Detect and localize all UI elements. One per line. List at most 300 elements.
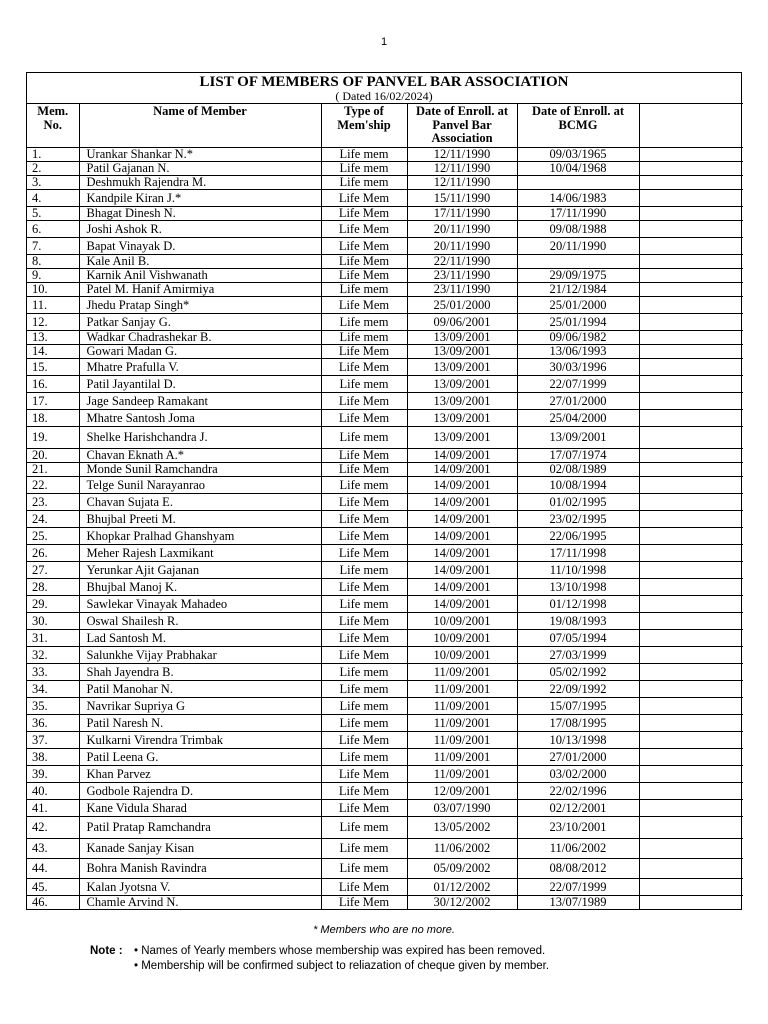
enroll-date-panvel: 14/09/2001 — [407, 448, 517, 462]
membership-type: Life Mem — [321, 296, 407, 313]
extra-cell — [639, 206, 743, 220]
membership-type: Life Mem — [321, 189, 407, 206]
member-name: Shelke Harishchandra J. — [79, 426, 321, 448]
member-number: 34. — [27, 680, 79, 697]
member-name: Chamle Arvind N. — [79, 895, 321, 909]
member-number: 22. — [27, 476, 79, 493]
enroll-date-bcmg: 22/07/1999 — [517, 375, 639, 392]
enroll-date-panvel: 14/09/2001 — [407, 527, 517, 544]
table-row — [27, 680, 743, 697]
membership-type: Life mem — [321, 748, 407, 765]
member-name: Kulkarni Virendra Trimbak — [79, 731, 321, 748]
member-name: Telge Sunil Narayanrao — [79, 476, 321, 493]
membership-type: Life Mem — [321, 629, 407, 646]
member-name: Lad Santosh M. — [79, 629, 321, 646]
member-number: 7. — [27, 237, 79, 254]
table-row — [27, 510, 743, 527]
extra-cell — [639, 680, 743, 697]
enroll-date-panvel: 20/11/1990 — [407, 220, 517, 237]
enroll-date-bcmg: 30/03/1996 — [517, 358, 639, 375]
enroll-date-bcmg: 10/04/1968 — [517, 161, 639, 175]
membership-type: Life mem — [321, 476, 407, 493]
enroll-date-panvel: 01/12/2002 — [407, 878, 517, 895]
member-name: Oswal Shailesh R. — [79, 612, 321, 629]
membership-type: Life mem — [321, 375, 407, 392]
member-number: 5. — [27, 206, 79, 220]
member-rows — [27, 147, 743, 909]
member-name: Deshmukh Rajendra M. — [79, 175, 321, 189]
table-row — [27, 838, 743, 858]
member-number: 11. — [27, 296, 79, 313]
extra-cell — [639, 765, 743, 782]
member-name: Chavan Eknath A.* — [79, 448, 321, 462]
enroll-date-panvel: 23/11/1990 — [407, 282, 517, 296]
member-name: Urankar Shankar N.* — [79, 147, 321, 161]
table-row — [27, 816, 743, 838]
member-name: Patil Gajanan N. — [79, 161, 321, 175]
enroll-date-panvel: 12/11/1990 — [407, 161, 517, 175]
enroll-date-bcmg: 29/09/1975 — [517, 268, 639, 282]
member-name: Bapat Vinayak D. — [79, 237, 321, 254]
header-type: Type of Mem'ship — [321, 104, 407, 148]
enroll-date-panvel: 12/09/2001 — [407, 782, 517, 799]
header-enroll-panvel: Date of Enroll. at Panvel Bar Association — [407, 104, 517, 148]
membership-type: Life Mem — [321, 782, 407, 799]
membership-type: Life Mem — [321, 646, 407, 663]
extra-cell — [639, 748, 743, 765]
member-name: Wadkar Chadrashekar B. — [79, 330, 321, 344]
table-row — [27, 344, 743, 358]
member-number: 20. — [27, 448, 79, 462]
table-row — [27, 206, 743, 220]
member-number: 43. — [27, 838, 79, 858]
member-list-sheet — [26, 72, 742, 910]
member-name: Kandpile Kiran J.* — [79, 189, 321, 206]
member-number: 23. — [27, 493, 79, 510]
enroll-date-bcmg: 09/08/1988 — [517, 220, 639, 237]
member-number: 27. — [27, 561, 79, 578]
enroll-date-bcmg: 13/10/1998 — [517, 578, 639, 595]
member-name: Bhujbal Manoj K. — [79, 578, 321, 595]
member-number: 6. — [27, 220, 79, 237]
enroll-date-panvel: 13/09/2001 — [407, 330, 517, 344]
table-row — [27, 858, 743, 878]
enroll-date-bcmg: 02/12/2001 — [517, 799, 639, 816]
extra-cell — [639, 493, 743, 510]
enroll-date-bcmg: 15/07/1995 — [517, 697, 639, 714]
table-row — [27, 296, 743, 313]
member-number: 35. — [27, 697, 79, 714]
enroll-date-bcmg: 21/12/1984 — [517, 282, 639, 296]
member-number: 19. — [27, 426, 79, 448]
enroll-date-panvel: 11/09/2001 — [407, 748, 517, 765]
member-number: 45. — [27, 878, 79, 895]
member-number: 18. — [27, 409, 79, 426]
member-name: Kale Anil B. — [79, 254, 321, 268]
membership-type: Life Mem — [321, 344, 407, 358]
enroll-date-panvel: 14/09/2001 — [407, 544, 517, 561]
enroll-date-panvel: 17/11/1990 — [407, 206, 517, 220]
page-number: 1 — [380, 36, 388, 48]
member-number: 13. — [27, 330, 79, 344]
enroll-date-panvel: 20/11/1990 — [407, 237, 517, 254]
member-name: Patel M. Hanif Amirmiya — [79, 282, 321, 296]
extra-cell — [639, 147, 743, 161]
membership-type: Life mem — [321, 816, 407, 838]
extra-cell — [639, 282, 743, 296]
member-number: 40. — [27, 782, 79, 799]
membership-type: Life Mem — [321, 409, 407, 426]
member-name: Sawlekar Vinayak Mahadeo — [79, 595, 321, 612]
extra-cell — [639, 527, 743, 544]
membership-type: Life Mem — [321, 493, 407, 510]
extra-cell — [639, 426, 743, 448]
enroll-date-panvel: 12/11/1990 — [407, 147, 517, 161]
membership-type: Life Mem — [321, 254, 407, 268]
membership-type: Life Mem — [321, 268, 407, 282]
enroll-date-panvel: 11/09/2001 — [407, 714, 517, 731]
enroll-date-bcmg: 09/03/1965 — [517, 147, 639, 161]
member-number: 28. — [27, 578, 79, 595]
extra-cell — [639, 237, 743, 254]
enroll-date-panvel: 10/09/2001 — [407, 612, 517, 629]
membership-type: Life mem — [321, 330, 407, 344]
enroll-date-panvel: 30/12/2002 — [407, 895, 517, 909]
membership-type: Life Mem — [321, 612, 407, 629]
extra-cell — [639, 714, 743, 731]
enroll-date-panvel: 09/06/2001 — [407, 313, 517, 330]
member-number: 32. — [27, 646, 79, 663]
member-name: Salunkhe Vijay Prabhakar — [79, 646, 321, 663]
enroll-date-bcmg: 27/01/2000 — [517, 392, 639, 409]
membership-type: Life Mem — [321, 895, 407, 909]
enroll-date-bcmg: 13/06/1993 — [517, 344, 639, 358]
extra-cell — [639, 358, 743, 375]
enroll-date-bcmg: 17/07/1974 — [517, 448, 639, 462]
enroll-date-bcmg — [517, 254, 639, 268]
member-name: Patil Jayantilal D. — [79, 375, 321, 392]
membership-type: Life mem — [321, 663, 407, 680]
member-number: 37. — [27, 731, 79, 748]
enroll-date-bcmg: 20/11/1990 — [517, 237, 639, 254]
header-enroll-bcmg: Date of Enroll. at BCMG — [517, 104, 639, 148]
member-name: Godbole Rajendra D. — [79, 782, 321, 799]
table-row — [27, 448, 743, 462]
member-number: 26. — [27, 544, 79, 561]
enroll-date-panvel: 23/11/1990 — [407, 268, 517, 282]
member-number: 12. — [27, 313, 79, 330]
membership-type: Life mem — [321, 426, 407, 448]
membership-type: Life mem — [321, 714, 407, 731]
member-number: 1. — [27, 147, 79, 161]
extra-cell — [639, 799, 743, 816]
enroll-date-bcmg: 25/01/2000 — [517, 296, 639, 313]
member-number: 3. — [27, 175, 79, 189]
enroll-date-bcmg: 01/02/1995 — [517, 493, 639, 510]
table-row — [27, 578, 743, 595]
table-row — [27, 895, 743, 909]
membership-type: Life mem — [321, 161, 407, 175]
enroll-date-bcmg: 17/08/1995 — [517, 714, 639, 731]
enroll-date-bcmg: 23/02/1995 — [517, 510, 639, 527]
table-row — [27, 254, 743, 268]
enroll-date-bcmg: 19/08/1993 — [517, 612, 639, 629]
table-row — [27, 237, 743, 254]
table-row — [27, 313, 743, 330]
extra-cell — [639, 476, 743, 493]
member-name: Kalan Jyotsna V. — [79, 878, 321, 895]
extra-cell — [639, 254, 743, 268]
membership-type: Life Mem — [321, 510, 407, 527]
table-row — [27, 358, 743, 375]
enroll-date-panvel: 10/09/2001 — [407, 629, 517, 646]
member-number: 44. — [27, 858, 79, 878]
membership-type: Life mem — [321, 595, 407, 612]
table-row — [27, 147, 743, 161]
member-number: 24. — [27, 510, 79, 527]
table-row — [27, 426, 743, 448]
extra-cell — [639, 816, 743, 838]
table-row — [27, 527, 743, 544]
member-number: 4. — [27, 189, 79, 206]
header-mem-no: Mem. No. — [27, 104, 79, 148]
extra-cell — [639, 161, 743, 175]
enroll-date-panvel: 14/09/2001 — [407, 595, 517, 612]
enroll-date-bcmg: 14/06/1983 — [517, 189, 639, 206]
enroll-date-panvel: 12/11/1990 — [407, 175, 517, 189]
member-name: Patil Naresh N. — [79, 714, 321, 731]
enroll-date-bcmg: 03/02/2000 — [517, 765, 639, 782]
member-name: Chavan Sujata E. — [79, 493, 321, 510]
membership-type: Life mem — [321, 697, 407, 714]
table-row — [27, 799, 743, 816]
member-name: Yerunkar Ajit Gajanan — [79, 561, 321, 578]
extra-cell — [639, 578, 743, 595]
enroll-date-bcmg: 11/10/1998 — [517, 561, 639, 578]
table-row — [27, 189, 743, 206]
extra-cell — [639, 544, 743, 561]
membership-type: Life Mem — [321, 206, 407, 220]
enroll-date-bcmg: 17/11/1990 — [517, 206, 639, 220]
member-number: 10. — [27, 282, 79, 296]
member-name: Patil Leena G. — [79, 748, 321, 765]
member-number: 21. — [27, 462, 79, 476]
table-row — [27, 476, 743, 493]
enroll-date-bcmg: 23/10/2001 — [517, 816, 639, 838]
table-row — [27, 493, 743, 510]
enroll-date-panvel: 11/09/2001 — [407, 697, 517, 714]
table-row — [27, 330, 743, 344]
extra-cell — [639, 731, 743, 748]
member-name: Khan Parvez — [79, 765, 321, 782]
enroll-date-bcmg: 10/13/1998 — [517, 731, 639, 748]
table-row — [27, 392, 743, 409]
member-number: 14. — [27, 344, 79, 358]
table-row — [27, 878, 743, 895]
enroll-date-panvel: 13/09/2001 — [407, 426, 517, 448]
member-number: 9. — [27, 268, 79, 282]
member-number: 29. — [27, 595, 79, 612]
extra-cell — [639, 409, 743, 426]
membership-type: Life Mem — [321, 578, 407, 595]
enroll-date-panvel: 13/09/2001 — [407, 409, 517, 426]
enroll-date-panvel: 15/11/1990 — [407, 189, 517, 206]
table-row — [27, 697, 743, 714]
enroll-date-panvel: 03/07/1990 — [407, 799, 517, 816]
enroll-date-bcmg: 13/07/1989 — [517, 895, 639, 909]
member-name: Karnik Anil Vishwanath — [79, 268, 321, 282]
enroll-date-panvel: 14/09/2001 — [407, 476, 517, 493]
enroll-date-panvel: 11/09/2001 — [407, 765, 517, 782]
member-table — [27, 103, 743, 909]
member-number: 30. — [27, 612, 79, 629]
member-name: Joshi Ashok R. — [79, 220, 321, 237]
membership-type: Life Mem — [321, 731, 407, 748]
member-number: 42. — [27, 816, 79, 838]
enroll-date-panvel: 14/09/2001 — [407, 561, 517, 578]
extra-cell — [639, 220, 743, 237]
enroll-date-panvel: 14/09/2001 — [407, 510, 517, 527]
membership-type: Life Mem — [321, 544, 407, 561]
enroll-date-bcmg: 02/08/1989 — [517, 462, 639, 476]
table-row — [27, 220, 743, 237]
extra-cell — [639, 448, 743, 462]
member-number: 25. — [27, 527, 79, 544]
enroll-date-panvel: 11/09/2001 — [407, 731, 517, 748]
extra-cell — [639, 858, 743, 878]
enroll-date-bcmg: 07/05/1994 — [517, 629, 639, 646]
note-label: Note : — [90, 945, 123, 957]
member-number: 36. — [27, 714, 79, 731]
enroll-date-bcmg: 27/01/2000 — [517, 748, 639, 765]
extra-cell — [639, 878, 743, 895]
table-row — [27, 782, 743, 799]
extra-cell — [639, 330, 743, 344]
note-item: • Names of Yearly members whose membership was expired has been removed. — [134, 945, 546, 957]
table-row — [27, 765, 743, 782]
enroll-date-panvel: 10/09/2001 — [407, 646, 517, 663]
enroll-date-bcmg: 27/03/1999 — [517, 646, 639, 663]
member-name: Khopkar Pralhad Ghanshyam — [79, 527, 321, 544]
enroll-date-bcmg: 17/11/1998 — [517, 544, 639, 561]
member-number: 41. — [27, 799, 79, 816]
enroll-date-bcmg: 22/09/1992 — [517, 680, 639, 697]
membership-type: Life Mem — [321, 527, 407, 544]
table-row — [27, 595, 743, 612]
extra-cell — [639, 510, 743, 527]
member-name: Monde Sunil Ramchandra — [79, 462, 321, 476]
document-date: ( Dated 16/02/2024) — [335, 89, 433, 103]
member-name: Patil Manohar N. — [79, 680, 321, 697]
membership-type: Life Mem — [321, 358, 407, 375]
enroll-date-panvel: 13/09/2001 — [407, 392, 517, 409]
member-number: 39. — [27, 765, 79, 782]
enroll-date-bcmg — [517, 175, 639, 189]
enroll-date-bcmg: 08/08/2012 — [517, 858, 639, 878]
enroll-date-bcmg: 25/04/2000 — [517, 409, 639, 426]
table-row — [27, 629, 743, 646]
membership-type: Life Mem — [321, 220, 407, 237]
enroll-date-bcmg: 13/09/2001 — [517, 426, 639, 448]
enroll-date-panvel: 25/01/2000 — [407, 296, 517, 313]
extra-cell — [639, 296, 743, 313]
extra-cell — [639, 189, 743, 206]
table-row — [27, 731, 743, 748]
member-name: Bhujbal Preeti M. — [79, 510, 321, 527]
table-row — [27, 561, 743, 578]
deceased-note: * Members who are no more. — [313, 924, 455, 936]
table-row — [27, 646, 743, 663]
enroll-date-panvel: 11/06/2002 — [407, 838, 517, 858]
enroll-date-bcmg: 09/06/1982 — [517, 330, 639, 344]
enroll-date-panvel: 13/09/2001 — [407, 344, 517, 358]
extra-cell — [639, 268, 743, 282]
extra-cell — [639, 646, 743, 663]
table-header-row — [27, 104, 743, 148]
extra-cell — [639, 561, 743, 578]
extra-cell — [639, 782, 743, 799]
enroll-date-bcmg: 22/02/1996 — [517, 782, 639, 799]
table-row — [27, 409, 743, 426]
enroll-date-panvel: 14/09/2001 — [407, 462, 517, 476]
member-name: Mhatre Santosh Joma — [79, 409, 321, 426]
extra-cell — [639, 313, 743, 330]
membership-type: Life mem — [321, 838, 407, 858]
table-row — [27, 748, 743, 765]
enroll-date-bcmg: 01/12/1998 — [517, 595, 639, 612]
membership-type: Life Mem — [321, 392, 407, 409]
extra-cell — [639, 612, 743, 629]
enroll-date-panvel: 14/09/2001 — [407, 493, 517, 510]
membership-type: Life mem — [321, 282, 407, 296]
member-number: 8. — [27, 254, 79, 268]
membership-type: Life Mem — [321, 237, 407, 254]
enroll-date-panvel: 05/09/2002 — [407, 858, 517, 878]
membership-type: Life Mem — [321, 878, 407, 895]
table-row — [27, 663, 743, 680]
member-number: 31. — [27, 629, 79, 646]
member-name: Meher Rajesh Laxmikant — [79, 544, 321, 561]
membership-type: Life mem — [321, 313, 407, 330]
enroll-date-bcmg: 25/01/1994 — [517, 313, 639, 330]
enroll-date-bcmg: 11/06/2002 — [517, 838, 639, 858]
table-row — [27, 175, 743, 189]
extra-cell — [639, 595, 743, 612]
membership-type: Life mem — [321, 858, 407, 878]
extra-cell — [639, 663, 743, 680]
table-row — [27, 462, 743, 476]
enroll-date-panvel: 14/09/2001 — [407, 578, 517, 595]
enroll-date-panvel: 22/11/1990 — [407, 254, 517, 268]
member-name: Bohra Manish Ravindra — [79, 858, 321, 878]
enroll-date-bcmg: 10/08/1994 — [517, 476, 639, 493]
membership-type: Life Mem — [321, 765, 407, 782]
member-number: 33. — [27, 663, 79, 680]
member-name: Navrikar Supriya G — [79, 697, 321, 714]
table-row — [27, 714, 743, 731]
member-number: 17. — [27, 392, 79, 409]
enroll-date-bcmg: 05/02/1992 — [517, 663, 639, 680]
member-name: Kanade Sanjay Kisan — [79, 838, 321, 858]
member-number: 15. — [27, 358, 79, 375]
table-row — [27, 282, 743, 296]
extra-cell — [639, 697, 743, 714]
member-number: 2. — [27, 161, 79, 175]
enroll-date-panvel: 13/09/2001 — [407, 375, 517, 392]
enroll-date-panvel: 13/05/2002 — [407, 816, 517, 838]
extra-cell — [639, 344, 743, 358]
enroll-date-panvel: 13/09/2001 — [407, 358, 517, 375]
